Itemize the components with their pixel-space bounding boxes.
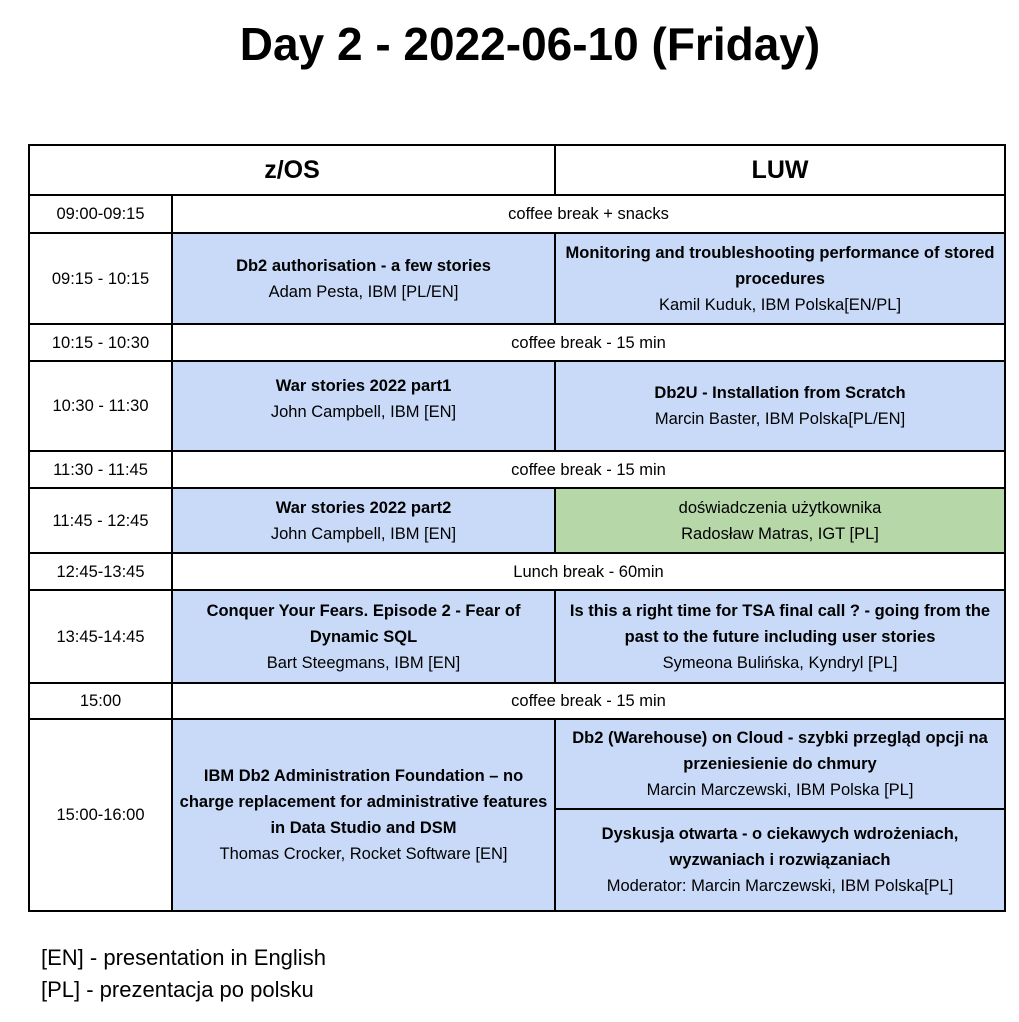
session-title: Is this a right time for TSA final call ? - going from the past to the future including user stories: [569, 601, 991, 646]
session-title: Dyskusja otwarta - o ciekawych wdrożeniach, wyzwaniach i rozwiązaniach: [601, 825, 959, 869]
time-slot: 11:45 - 12:45: [29, 488, 172, 553]
luw-session: [555, 361, 1005, 451]
session-title: Db2 (Warehouse) on Cloud - szybki przegląd opcji na przeniesienie do chmury: [572, 729, 988, 773]
session-title: Db2U - Installation from Scratch: [654, 384, 906, 402]
luw-column-header: LUW: [555, 145, 1005, 195]
table-row: [29, 451, 1005, 488]
time-slot: 09:00-09:15: [29, 195, 172, 233]
time-slot: 15:00-16:00: [29, 719, 172, 911]
zos-column-header: z/OS: [29, 145, 555, 195]
table-row: [29, 590, 1005, 683]
session-title: Monitoring and troubleshooting performance of stored procedures: [565, 243, 995, 288]
session-speaker: Marcin Baster, IBM Polska[PL/EN]: [654, 410, 906, 428]
table-row: [29, 553, 1005, 590]
table-row: [29, 719, 1005, 809]
session-title: Db2 authorisation - a few stories: [236, 256, 491, 275]
table-row: [29, 361, 1005, 451]
session-speaker: John Campbell, IBM [EN]: [270, 524, 457, 543]
time-slot: 10:30 - 11:30: [29, 361, 172, 451]
break-cell: coffee break - 15 min: [172, 451, 1005, 488]
break-cell: coffee break - 15 min: [172, 683, 1005, 719]
legend: [41, 942, 326, 1006]
session-speaker: Symeona Bulińska, Kyndryl [PL]: [662, 653, 898, 672]
session-speaker: John Campbell, IBM [EN]: [270, 403, 457, 421]
break-cell: coffee break - 15 min: [172, 324, 1005, 361]
time-slot: 09:15 - 10:15: [29, 233, 172, 324]
time-slot: 15:00: [29, 683, 172, 719]
luw-session: [555, 719, 1005, 809]
session-speaker: Kamil Kuduk, IBM Polska[EN/PL]: [658, 295, 902, 314]
session-speaker: Radosław Matras, IGT [PL]: [681, 524, 879, 543]
luw-session: [555, 488, 1005, 553]
time-slot: 10:15 - 10:30: [29, 324, 172, 361]
break-cell: coffee break + snacks: [172, 195, 1005, 233]
session-speaker: Thomas Crocker, Rocket Software [EN]: [219, 845, 508, 863]
table-row: [29, 683, 1005, 719]
session-speaker: Bart Steegmans, IBM [EN]: [266, 653, 461, 672]
table-row: [29, 324, 1005, 361]
table-row: [29, 233, 1005, 324]
table-row: [29, 195, 1005, 233]
time-slot: 13:45-14:45: [29, 590, 172, 683]
zos-session: [172, 488, 555, 553]
time-slot: 11:30 - 11:45: [29, 451, 172, 488]
time-slot: 12:45-13:45: [29, 553, 172, 590]
legend-en: [EN] - presentation in English: [41, 945, 326, 970]
luw-session: [555, 590, 1005, 683]
zos-session: [172, 719, 555, 911]
session-title: War stories 2022 part2: [275, 498, 452, 517]
session-speaker: Adam Pesta, IBM [PL/EN]: [268, 282, 459, 301]
session-title: Conquer Your Fears. Episode 2 - Fear of Dynamic SQL: [206, 601, 521, 646]
session-title: War stories 2022 part1: [275, 377, 452, 395]
session-speaker: Moderator: Marcin Marczewski, IBM Polska[PL]: [606, 877, 954, 895]
header-row: [29, 145, 1005, 195]
table-row: [29, 488, 1005, 553]
luw-session: [555, 809, 1005, 911]
page-title: Day 2 - 2022-06-10 (Friday): [239, 18, 821, 70]
legend-pl: [PL] - prezentacja po polsku: [41, 977, 314, 1002]
schedule-table: [28, 144, 1006, 912]
zos-session: [172, 590, 555, 683]
luw-session: [555, 233, 1005, 324]
zos-session: [172, 361, 555, 451]
session-speaker: Marcin Marczewski, IBM Polska [PL]: [646, 781, 914, 799]
session-title: IBM Db2 Administration Foundation – no charge replacement for administrative features in Data Studio and DSM: [179, 767, 548, 837]
session-title: doświadczenia użytkownika: [678, 498, 882, 517]
zos-session: [172, 233, 555, 324]
break-cell: Lunch break - 60min: [172, 553, 1005, 590]
